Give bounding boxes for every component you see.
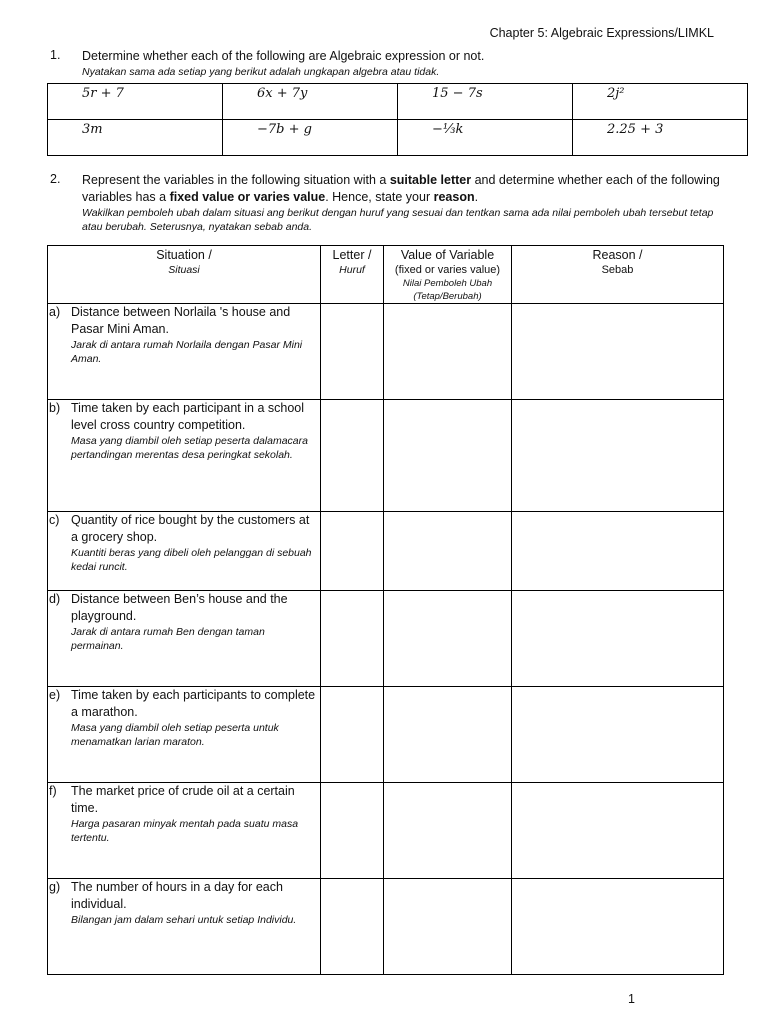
situation-ms: Masa yang diambil oleh setiap peserta untuk menamatkan larian maraton. <box>71 722 279 748</box>
reason-answer-cell[interactable] <box>512 879 724 975</box>
situation-en: The market price of crude oil at a certain time. <box>71 784 295 815</box>
expression-cell[interactable]: 15 − 7s <box>398 84 573 120</box>
header-value-en: Value of Variable <box>400 248 495 262</box>
row-label: g) <box>49 880 61 894</box>
value-answer-cell[interactable] <box>384 512 512 591</box>
question-2-instruction-en <box>82 172 730 206</box>
header-value <box>384 246 512 304</box>
situation-ms: Kuantiti beras yang dibeli oleh pelanggan di sebuah kedai runcit. <box>71 547 312 573</box>
header-letter <box>321 246 384 304</box>
instruction-text: . Hence, state your <box>325 190 434 204</box>
situation-en: The number of hours in a day for each individual. <box>71 880 283 911</box>
situation-cell <box>48 879 321 975</box>
situation-cell <box>48 783 321 879</box>
situation-ms: Masa yang diambil oleh setiap peserta dalamacara pertandingan merentas desa peringkat sekolah. <box>71 435 308 461</box>
row-label: a) <box>49 305 61 319</box>
table-row <box>48 687 724 783</box>
situation-en: Time taken by each participant in a school level cross country competition. <box>71 401 304 432</box>
situation-ms: Jarak di antara rumah Ben dengan taman permainan. <box>71 626 265 652</box>
letter-answer-cell[interactable] <box>321 687 384 783</box>
header-letter-ms: Huruf <box>339 264 365 276</box>
table-row <box>48 304 724 400</box>
situation-en: Distance between Ben’s house and the playground. <box>71 592 288 623</box>
expression-cell[interactable]: 2.25 + 3 <box>573 120 748 156</box>
reason-answer-cell[interactable] <box>512 512 724 591</box>
letter-answer-cell[interactable] <box>321 783 384 879</box>
situation-cell <box>48 304 321 400</box>
reason-answer-cell[interactable] <box>512 783 724 879</box>
question-1-number: 1. <box>50 48 61 62</box>
reason-answer-cell[interactable] <box>512 687 724 783</box>
table-row <box>48 783 724 879</box>
question-2 <box>50 172 730 234</box>
row-label: b) <box>49 401 61 415</box>
reason-answer-cell[interactable] <box>512 400 724 512</box>
row-label: f) <box>49 784 57 798</box>
header-reason <box>512 246 724 304</box>
table-row <box>48 512 724 591</box>
value-answer-cell[interactable] <box>384 783 512 879</box>
expression-row <box>48 120 748 156</box>
header-reason-ms: Sebab <box>601 264 634 276</box>
letter-answer-cell[interactable] <box>321 304 384 400</box>
letter-answer-cell[interactable] <box>321 512 384 591</box>
value-answer-cell[interactable] <box>384 687 512 783</box>
value-answer-cell[interactable] <box>384 400 512 512</box>
instruction-text: Represent the variables in the following situation with a <box>82 173 390 187</box>
header-value-sub: (fixed or varies value) <box>394 264 501 276</box>
letter-answer-cell[interactable] <box>321 879 384 975</box>
value-answer-cell[interactable] <box>384 591 512 687</box>
letter-answer-cell[interactable] <box>321 591 384 687</box>
situation-en: Time taken by each participants to complete a marathon. <box>71 688 316 719</box>
question-2-instruction-ms: Wakilkan pemboleh ubah dalam situasi ang berikut dengan huruf yang sesuai dan tentkan sama ada nilai pemboleh ubah tersebut tetap atau berubah. Seterusnya, nyatakan sebab anda. <box>82 207 714 233</box>
value-answer-cell[interactable] <box>384 879 512 975</box>
situation-en: Quantity of rice bought by the customers at a grocery shop. <box>71 513 310 544</box>
situation-cell <box>48 512 321 591</box>
header-reason-en: Reason / <box>592 248 643 262</box>
expression-cell[interactable]: −7b + g <box>223 120 398 156</box>
header-situation-en: Situation / <box>156 248 212 262</box>
question-2-number: 2. <box>50 172 61 186</box>
situation-en: Distance between Norlaila 's house and Pasar Mini Aman. <box>71 305 291 336</box>
instruction-text: . <box>474 190 479 204</box>
table-header-row <box>48 246 724 304</box>
header-value-ms2: (Tetap/Berubah) <box>413 291 482 302</box>
row-label: d) <box>49 592 61 606</box>
instruction-bold: suitable letter <box>389 173 472 187</box>
header-value-ms: Nilai Pemboleh Ubah <box>402 278 493 289</box>
question-1-instruction-en: Determine whether each of the following are Algebraic expression or not. <box>82 49 485 63</box>
page-number: 1 <box>628 992 635 1006</box>
table-row <box>48 400 724 512</box>
table-row <box>48 591 724 687</box>
letter-answer-cell[interactable] <box>321 400 384 512</box>
expression-cell[interactable]: 2j² <box>573 84 748 120</box>
header-situation-ms: Situasi <box>168 264 200 276</box>
expression-table <box>47 83 748 156</box>
table-row <box>48 879 724 975</box>
reason-answer-cell[interactable] <box>512 304 724 400</box>
instruction-bold: reason <box>433 190 475 204</box>
instruction-text: and determine whether each of the following variables has a <box>82 173 720 204</box>
value-answer-cell[interactable] <box>384 304 512 400</box>
row-label: e) <box>49 688 61 702</box>
reason-answer-cell[interactable] <box>512 591 724 687</box>
expression-cell[interactable]: 3m <box>48 120 223 156</box>
situation-ms: Bilangan jam dalam sehari untuk setiap Individu. <box>71 914 297 926</box>
situation-ms: Jarak di antara rumah Norlaila dengan Pasar Mini Aman. <box>71 339 303 365</box>
chapter-header: Chapter 5: Algebraic Expressions/LIMKL <box>489 26 714 40</box>
expression-cell[interactable]: 6x + 7y <box>223 84 398 120</box>
row-label: c) <box>49 513 60 527</box>
header-situation <box>48 246 321 304</box>
situation-cell <box>48 591 321 687</box>
expression-cell[interactable]: −⅓k <box>398 120 573 156</box>
situation-cell <box>48 400 321 512</box>
instruction-bold: fixed value or varies value <box>169 190 326 204</box>
question-1 <box>50 48 730 79</box>
expression-cell[interactable]: 5r + 7 <box>48 84 223 120</box>
situation-cell <box>48 687 321 783</box>
variable-table <box>47 245 724 975</box>
situation-ms: Harga pasaran minyak mentah pada suatu masa tertentu. <box>71 818 299 844</box>
expression-row <box>48 84 748 120</box>
question-1-instruction-ms: Nyatakan sama ada setiap yang berikut adalah ungkapan algebra atau tidak. <box>82 66 440 78</box>
header-letter-en: Letter / <box>332 248 372 262</box>
